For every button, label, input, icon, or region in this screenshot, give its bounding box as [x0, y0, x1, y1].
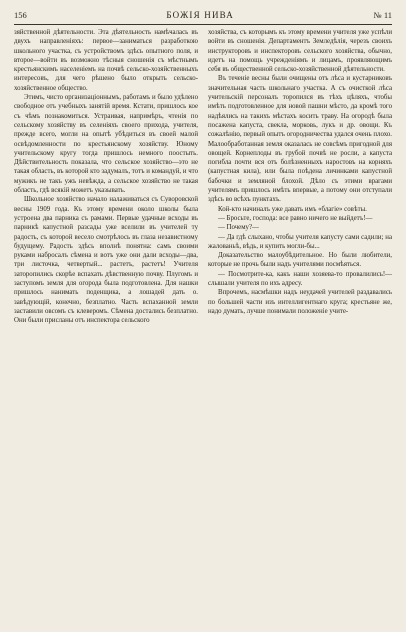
paragraph: — Да гдѣ слыхано, чтобы учителя капусту сами садили; на жалованьѣ, вѣдь, и купить могли-бы...: [208, 233, 392, 250]
paragraph: — Посмотрите-ка, какъ наши хозяева-то провалились!—слышали учителя по ихъ адресу.: [208, 270, 392, 288]
paragraph: Доказательство малоубѣдительное. Но были любители, которые не прочь были надъ учителями посмѣяться.: [208, 252, 392, 269]
journal-title: БОЖІЯ НИВА: [166, 10, 234, 20]
page-number: 156: [14, 10, 27, 20]
paragraph: Въ теченіе весны были очищены отъ лѣса и кустарниковъ значительная часть школьнаго участка. А съ очисткой лѣса учительскій персоналъ торопился въ тѣхъ цѣляхъ, чтобы имѣть подготовленное для новой пашни мѣсто, да кромѣ того надѣялись на такихъ мѣстахъ косить траву. На огородѣ была посажена капуста, свекла, морковь, лукъ и др. овощи. Къ сожалѣнію, первый опытъ огородничества удался очень плохо. Малообработанная земля оказалась не совсѣмъ пригодной для овощей. Корнеплоды въ грубой почвѣ не росли, а капуста погибла почти вся отъ болѣзненныхъ наростовъ на корняхъ (капустная кила), или была поѣдена личинками капустной бабочки и земляной блохой. Дѣло съ этими врагами учителямъ пришлось имѣть впервые, а потому они отступали здѣсь во всѣхъ пунктахъ.: [208, 75, 392, 204]
paragraph: Школьное хозяйство начало налаживаться съ Суворовской весны 1909 года. Къ этому времени около школы была устроена два парника съ рамами. Первые удачные всходы въ парникѣ капустной разсады уже вселили въ учителей ту радость, съ которой весело смотрѣлось въ глаза независтному будущему. Радость здѣсь вполнѣ понятна: самъ своими руками набросалъ сѣмена и вотъ уже они дали всходы—два, три листочка, четвертый... растетъ, растетъ! Учителя заторопились скорѣе вспахать дѣвственную почву. Плугомъ и заступомъ земля для огорода была подготовлена. Для нашки пришлось нанимать поденщика, а лошадей дать о. завѣдующій, конечно, безплатно. Часть вспаханной земли заставили овсомъ съ клеверомъ. Сѣмена достались безплатно. Они были присланы отъ инспектора сельского: [14, 196, 198, 325]
issue-number: № 11: [373, 10, 392, 20]
text-columns: [14, 28, 392, 626]
paragraph: хозяйства, съ которымъ къ этому времени учителя уже успѣли войти въ сношенія. Департаментъ Земледѣлія, черезъ своихъ инструкторовъ и инспекторовъ сельского хозяйства, обычно, идетъ на помощь учрежденіямъ и лицамъ, проявляющимъ себя въ общественной сельско-хозяйственной дѣятельности.: [208, 29, 392, 74]
paragraph: — Почему?—: [218, 224, 259, 232]
paragraph: Этимъ, чисто организаціоннымъ, работамъ и было удѣлено свободное отъ учебныхъ занятій время. Кстати, пришлось кое съ чѣмъ познакомиться. Устраивая, напримѣръ, чтенія по сельскому хозяйству въ селеніяхъ своего прихода, учителя, прежде всего, могли на опытѣ убѣдиться въ своей малой освѣдомленности по крестьянскому хозяйству. Юному учительскому кругу тогда пришлось немного поостыть. Дѣйствительность показала, что сельское хозяйство—это не такая область, въ которой кто задумалъ, тотъ и командуй, и что мужикъ не такъ ужъ невѣжда, а сельское хозяйство не такая область, гдѣ всякій можетъ указывать.: [14, 94, 198, 195]
right-column: [208, 28, 392, 626]
paragraph: зяйственной дѣятельности. Эта дѣятельность намѣчалась въ двухъ направленіяхъ: первое—заниматься разработкою школьного участка, съ устройствомъ здѣсь опытного поля, и второе—войти въ возможно тѣсныя сношенія съ мѣстнымъ крестьянскимъ населеніемъ на почвѣ сельско-хозяйственныхъ интересовъ, для чего рѣшено было открыть сельско-хозяйственное общество.: [14, 29, 198, 92]
page-header: [14, 8, 392, 25]
paragraph: Кой-кто начиналъ уже давать имъ «благіе» совѣты.: [218, 205, 367, 213]
paragraph: — Бросьте, господа: все равно ничего не выйдетъ!—: [218, 214, 373, 222]
left-column: [14, 28, 198, 626]
paragraph: Впрочемъ, насмѣшки надъ неудачей учителей раздавались по большей части изъ интеллигентнаго круга; крестьяне же, надо думать, лучше понимали положеніе учите-: [208, 289, 392, 315]
